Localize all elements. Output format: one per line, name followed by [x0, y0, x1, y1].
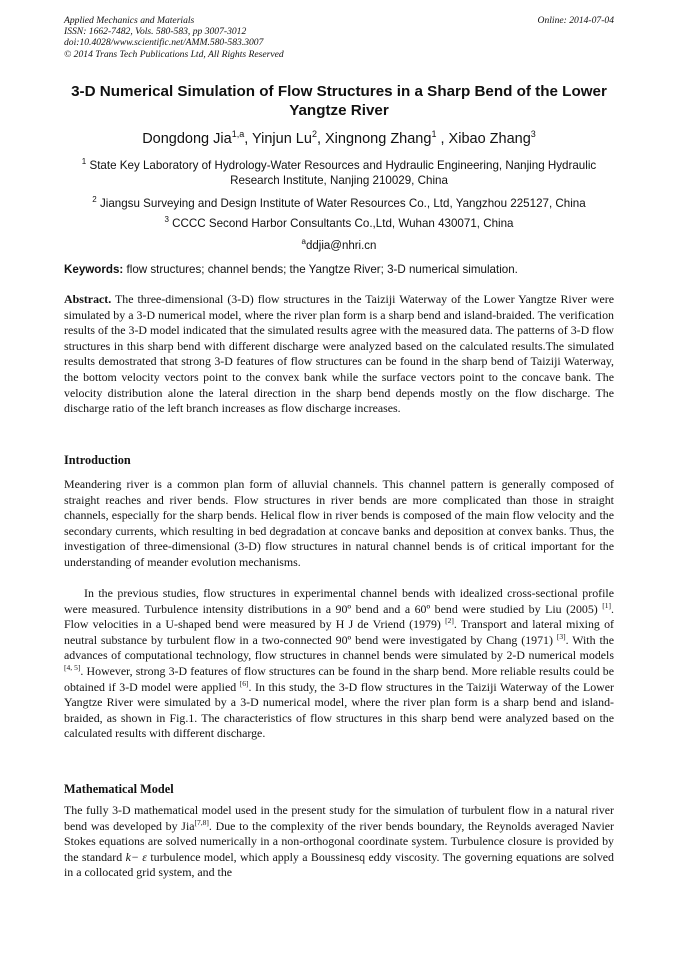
author-sup: 1,a — [231, 129, 245, 139]
paragraph-text: . Due to the complexity of the river bends boundary, the Reynolds averaged Navier Stokes equations are solved numerically in a non-orthogonal coordinate system. Turbulence closure is provided by the standard — [64, 818, 614, 864]
affiliation-1 — [64, 154, 614, 188]
author-sup: 2 — [311, 129, 317, 139]
keywords-text: flow structures; channel bends; the Yangtze River; 3-D numerical simulation. — [126, 263, 518, 276]
abstract-label: Abstract. — [64, 292, 112, 306]
keywords — [64, 263, 614, 276]
affiliation-2 — [64, 192, 614, 211]
journal-copyright: © 2014 Trans Tech Publications Ltd, All Rights Reserved — [64, 48, 284, 60]
k-epsilon-symbol: k− ε — [125, 849, 147, 864]
journal-issn: ISSN: 1662-7482, Vols. 580-583, pp 3007-3012 — [64, 26, 247, 38]
citation: [6] — [239, 678, 249, 688]
author-name: Xibao Zhang — [448, 130, 531, 147]
author-list — [64, 129, 614, 147]
introduction-paragraph-1: Meandering river is a common plan form of alluvial channels. This channel pattern is generally composed of straight reaches and river bends. Flow structures in river bends are more complicated than those in straight channels, especially for the sharp bends. Helical flow in river bends is composed of the main flow velocity and the secondary currents, which resulting in bed degradation at concave banks and deposition at convex banks. Thus, the investigation of three-dimensional (3-D) flow structures in natural channel bends is of critical important for the understanding of meander evolution mechanisms. — [64, 477, 614, 569]
author-separator: , — [244, 130, 252, 147]
abstract-text: The three-dimensional (3-D) flow structures in the Taiziji Waterway of the Lower Yangtze River were simulated by a 3-D numerical model, where the river plan form is a sharp bend and island-braided. The verification results of the 3-D model indicated that the simulated results agree with the measured data. The patterns of 3-D flow structures in this sharp bend with different discharge were analyzed based on the calculated results.The simulated results demostrated that strong 3-D features of flow structures can be found in the sharp bend of Taiziji Waterway, the bottom velocity vectors point to the convex bank while the surface vectors point to the concave bank. The velocity distribution alone the lateral direction in the sharp bend depends mostly on the flow discharge. The discharge ratio of the left branch increases as flow discharge increases. — [64, 292, 615, 416]
introduction-paragraph-2 — [64, 586, 614, 742]
citation: [7,8] — [194, 817, 209, 827]
section-heading-introduction: Introduction — [64, 453, 131, 467]
journal-name: Applied Mechanics and Materials — [64, 15, 195, 26]
email-text: ddjia@nhri.cn — [305, 239, 377, 252]
paragraph-text: . Transport and lateral mixing of neutral substance by turbulent flow in a two-connected 90º bend were investigated by Chang (1971) — [64, 617, 614, 647]
author-email — [64, 234, 614, 254]
citation: [1] — [602, 600, 612, 610]
affiliation-text: State Key Laboratory of Hydrology-Water Resources and Hydraulic Engineering, Nanjing Hydraulic Research Institute, Nanjing 210029, China — [89, 158, 597, 187]
author-name: Yinjun Lu — [252, 130, 312, 147]
paragraph-text: turbulence model, which apply a Boussinesq eddy viscosity. The governing equations are solved in a collocated grid system, and the — [64, 849, 614, 880]
online-date: Online: 2014-07-04 — [537, 15, 614, 26]
affiliation-sup: 2 — [92, 195, 97, 204]
citation: [4, 5] — [64, 663, 81, 672]
keywords-label: Keywords: — [64, 263, 124, 276]
author-sup: 3 — [530, 129, 536, 139]
author-name: Dongdong Jia — [142, 130, 232, 147]
affiliation-3 — [64, 212, 614, 231]
citation: [3] — [556, 631, 566, 641]
author-separator: , — [316, 130, 326, 147]
section-heading-mathematical-model: Mathematical Model — [64, 782, 174, 796]
author-separator: , — [436, 130, 449, 147]
abstract — [64, 292, 614, 417]
paragraph-text: . In this study, the 3-D flow structures in the Taiziji Waterway of the Lower Yangtze River were simulated by a 3-D numerical model, where the river plan form is a sharp bend and island-braided, as shown in Fig.1. The characteristics of flow structures in this sharp bend were analyzed based on the calculated results with different discharge. — [64, 679, 615, 741]
paragraph-text: . Flow velocities in a U-shaped bend were measured by H J de Vriend (1979) — [64, 601, 614, 632]
affiliation-sup: 1 — [81, 157, 87, 166]
citation: [2] — [445, 616, 454, 626]
affiliation-text: Jiangsu Surveying and Design Institute of Water Resources Co., Ltd, Yangzhou 225127, China — [99, 196, 586, 210]
journal-header — [64, 15, 614, 60]
paragraph-text: In the previous studies, flow structures in experimental channel bends with idealized cross-sectional profile were measured. Turbulence intensity distributions in a 90º bend and a 60º bend were studied by Liu (2005) — [64, 586, 614, 616]
affiliation-text: CCCC Second Harbor Consultants Co.,Ltd, Wuhan 430071, China — [172, 216, 514, 230]
mathematical-model-paragraph — [64, 803, 614, 881]
journal-doi: doi:10.4028/www.scientific.net/AMM.580-583.3007 — [64, 37, 264, 49]
author-sup: 1 — [431, 129, 437, 139]
affiliation-sup: 3 — [164, 215, 169, 224]
author-name: Xingnong Zhang — [325, 130, 432, 147]
email-sup: a — [301, 237, 306, 246]
paragraph-text: The fully 3-D mathematical model used in the present study for the simulation of turbulent flow in a natural river bend was developed by Jia — [64, 803, 614, 833]
paper-title: 3-D Numerical Simulation of Flow Structures in a Sharp Bend of the Lower Yangtze River — [71, 83, 607, 119]
paragraph-text: . However, strong 3-D features of flow structures can be found in the sharp bend. More reliable results could be obtained if 3-D model were applied — [64, 663, 614, 694]
paragraph-text: . With the advances of computational technology, flow structures in channel bends were simulated by 2-D numerical models — [64, 632, 614, 663]
